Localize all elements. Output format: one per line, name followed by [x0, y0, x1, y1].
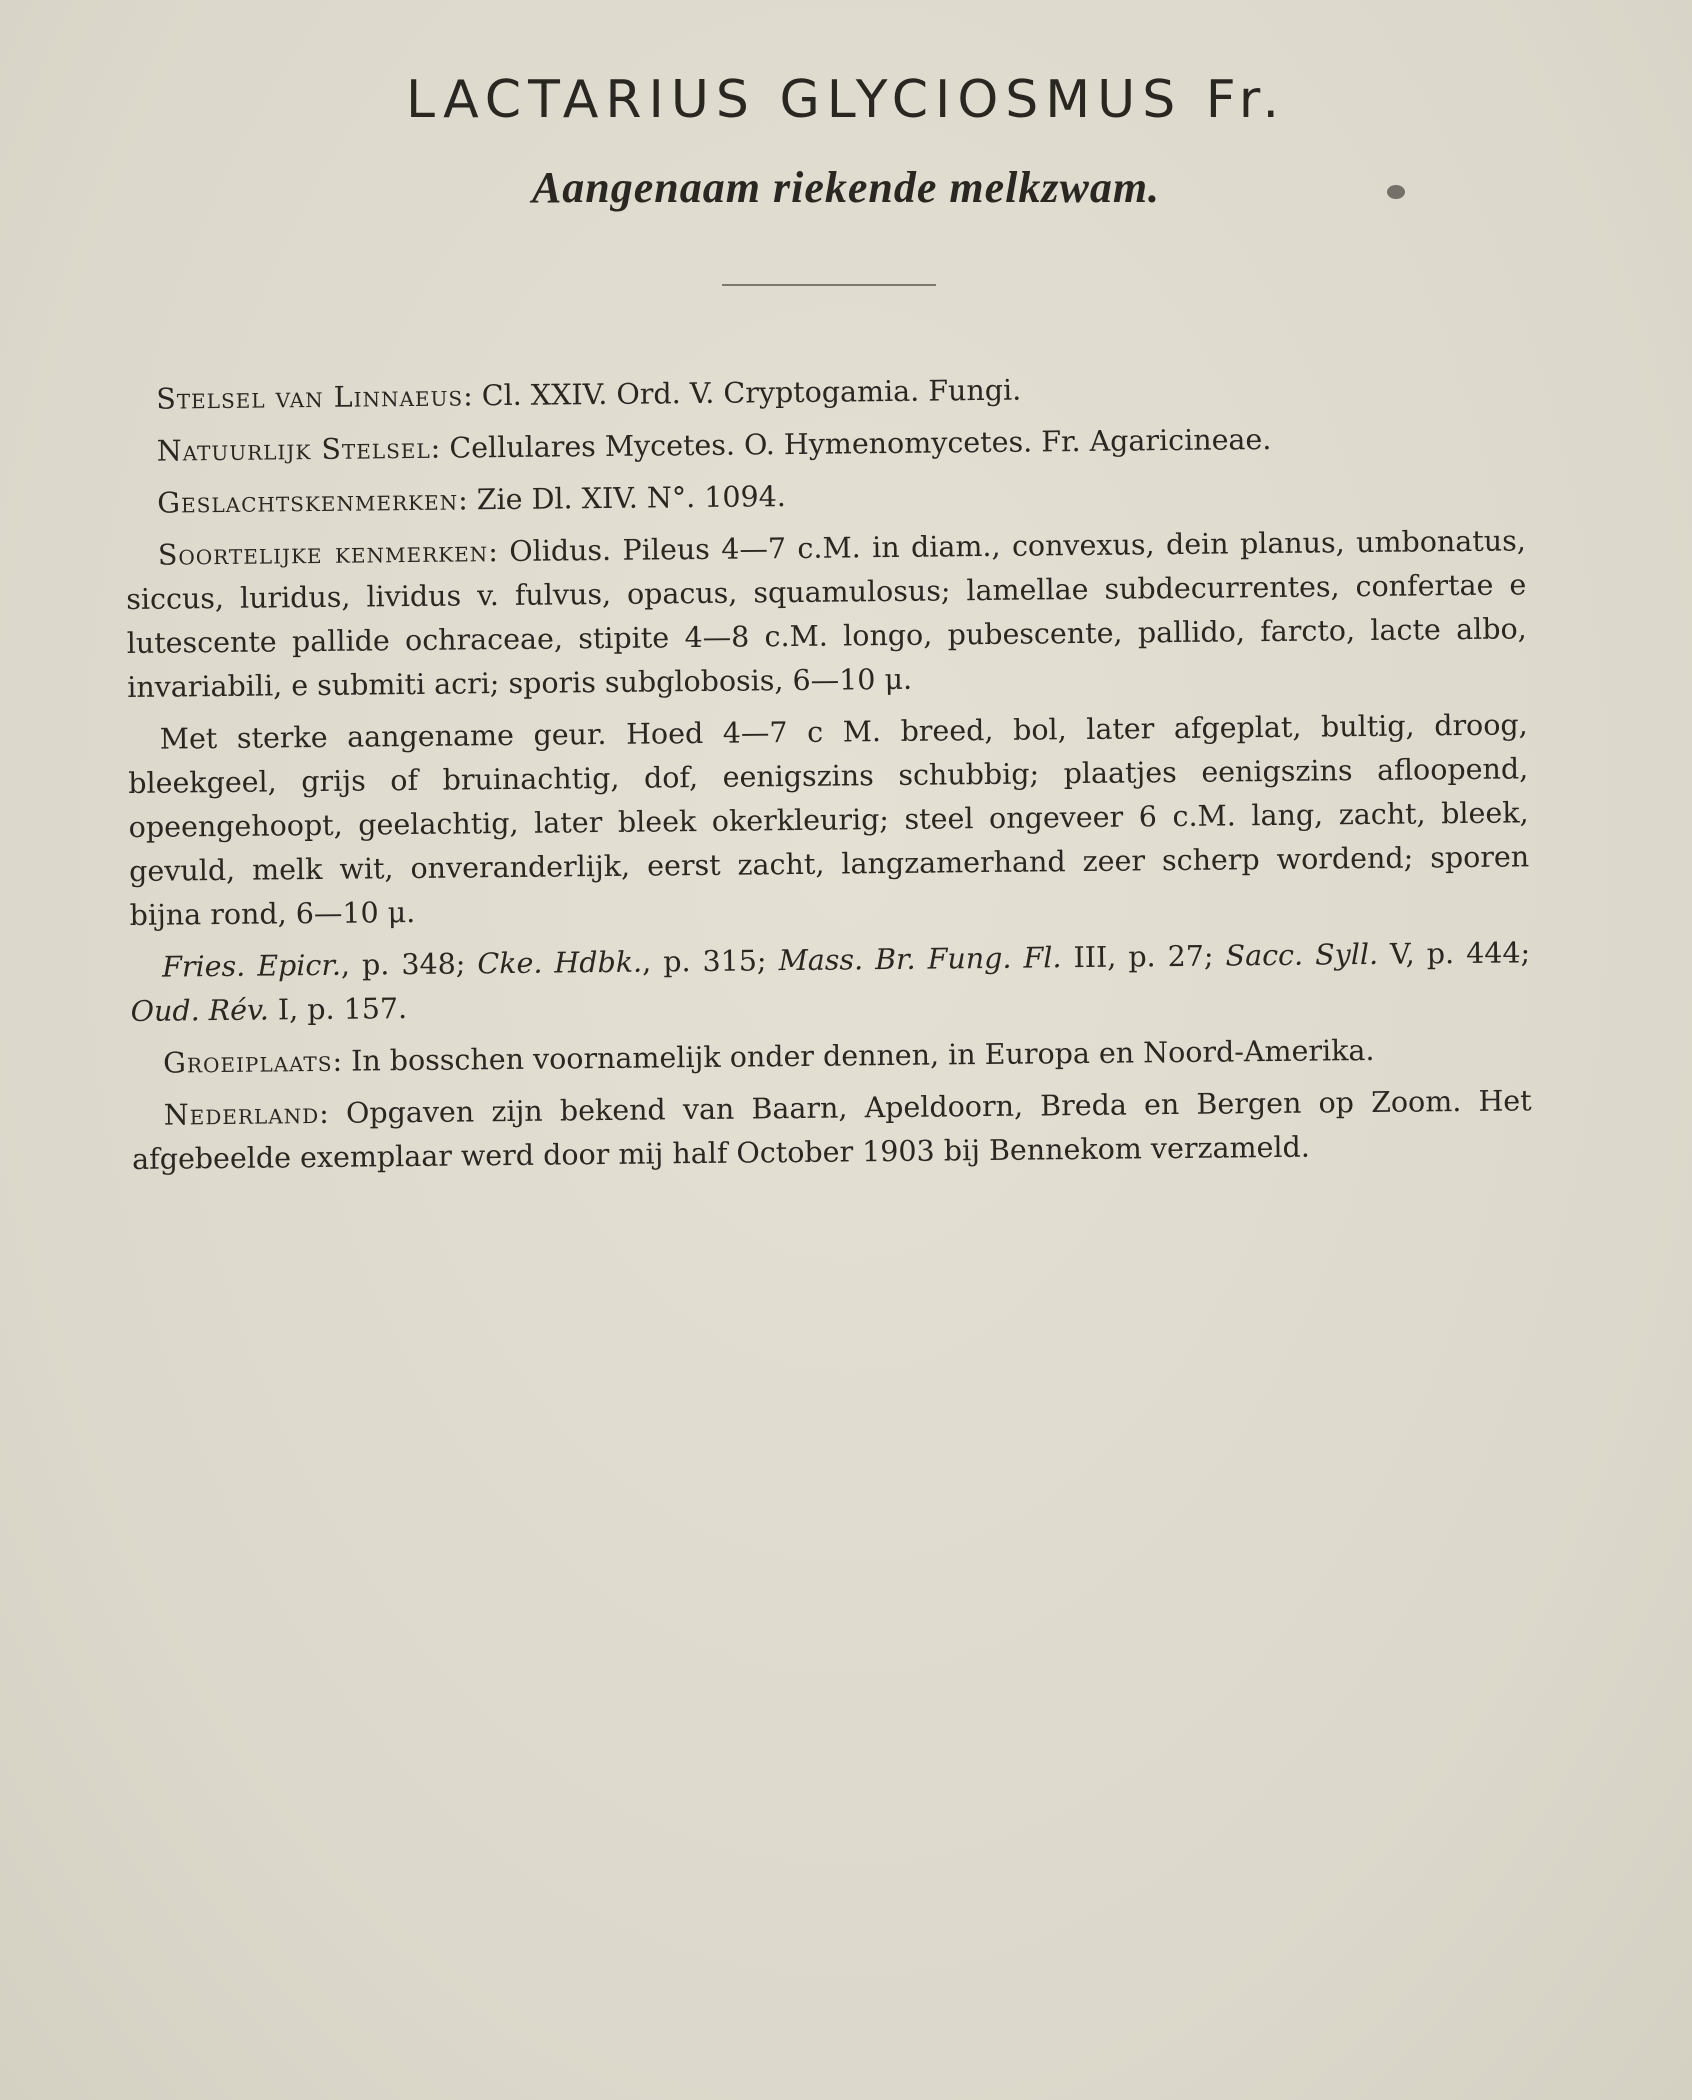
- section-referenties: [130, 931, 1531, 1034]
- section-geslachtskenmerken: Geslachtskenmerken: Zie Dl. XIV. N°. 1094.: [157, 480, 787, 520]
- reference-page: III, p. 27;: [1061, 939, 1226, 975]
- reference-page: V, p. 444;: [1377, 936, 1531, 971]
- section-label: Nederland: [163, 1096, 320, 1132]
- reference-page: , p. 315;: [641, 944, 779, 979]
- ink-blot: [1387, 185, 1405, 199]
- section-text: Cl. XXIV. Ord. V. Cryptogamia. Fungi.: [481, 373, 1022, 413]
- reference-source: Mass. Br. Fung. Fl.: [778, 941, 1062, 978]
- reference-page: , p. 348;: [340, 947, 478, 982]
- page-title: LACTARIUS GLYCIOSMUS Fr.: [405, 70, 1287, 130]
- section-stelsel-linnaeus: Stelsel van Linnaeus: Cl. XXIV. Ord. V. Cryptogamia. Fungi.: [156, 373, 1022, 416]
- section-natuurlijk-stelsel: Natuurlijk Stelsel: Cellulares Mycetes. O. Hymenomycetes. Fr. Agaricineae.: [156, 422, 1272, 468]
- section-text: In bosschen voornamelijk onder dennen, in Europa en Noord-Amerika.: [350, 1033, 1375, 1078]
- section-text: Olidus. Pileus 4—7 c.M. in diam., convexus, dein planus, umbonatus, siccus, luridus, lividus v. fulvus, opacus, squamulosus; lamellae subdecurrentes, confertae e lutescente pallide ochraceae, stipite 4—8 c.M. longo, pubescente, pallido, farcto, lacte albo, invariabili, e submiti acri; sporis subglobosis, 6—10 μ.: [126, 524, 1527, 704]
- section-label: Stelsel van Linnaeus: [156, 379, 464, 416]
- section-nederland: Nederland: Opgaven zijn bekend van Baarn, Apeldoorn, Breda en Bergen op Zoom. Het afgebeelde exemplaar werd door mij half October 1903 bij Bennekom verzameld.: [132, 1084, 1532, 1176]
- reference-source: Cke. Hdbk.: [477, 945, 643, 981]
- reference-page: I, p. 157.: [268, 992, 408, 1027]
- section-soortelijke-kenmerken: Soortelijke kenmerken: Olidus. Pileus 4—7 c.M. in diam., convexus, dein planus, umbonatus, siccus, luridus, lividus v. fulvus, opacus, squamulosus; lamellae subdecurrentes, confertae e lutescente pallide ochraceae, stipite 4—8 c.M. longo, pubescente, pallido, farcto, lacte albo, invariabili, e submiti acri; sporis subglobosis, 6—10 μ.: [126, 524, 1527, 704]
- page-subtitle: Aangenaam riekende melkzwam.: [531, 163, 1161, 212]
- section-label: Natuurlijk Stelsel: [156, 431, 431, 468]
- section-label: Soortelijke kenmerken: [157, 535, 489, 572]
- section-text: Zie Dl. XIV. N°. 1094.: [476, 480, 787, 517]
- section-label: Geslachtskenmerken: [157, 483, 459, 520]
- section-label: Groeiplaats: [163, 1044, 333, 1080]
- reference-source: Sacc. Syll.: [1225, 937, 1379, 973]
- section-groeiplaats: Groeiplaats: In bosschen voornamelijk onder dennen, in Europa en Noord-Amerika.: [163, 1033, 1375, 1080]
- section-text: Opgaven zijn bekend van Baarn, Apeldoorn, Breda en Bergen op Zoom. Het afgebeelde exemplaar werd door mij half October 1903 bij Bennekom verzameld.: [132, 1084, 1532, 1176]
- reference-source: Fries. Epicr.: [161, 948, 342, 984]
- section-text: Cellulares Mycetes. O. Hymenomycetes. Fr. Agaricineae.: [449, 422, 1272, 465]
- reference-source: Oud. Rév.: [130, 993, 269, 1028]
- divider: [722, 284, 936, 286]
- body-text: [124, 363, 1532, 1190]
- section-beschrijving: Met sterke aangename geur. Hoed 4—7 c M. breed, bol, later afgeplat, bultig, droog, bleekgeel, grijs of bruinachtig, dof, eenigszins schubbig; plaatjes eenigszins afloopend, opeengehoopt, geelachtig, later bleek okerkleurig; steel ongeveer 6 c.M. lang, zacht, bleek, gevuld, melk wit, onveranderlijk, eerst zacht, langzamerhand zeer scherp wordend; sporen bijna rond, 6—10 μ.: [128, 708, 1530, 932]
